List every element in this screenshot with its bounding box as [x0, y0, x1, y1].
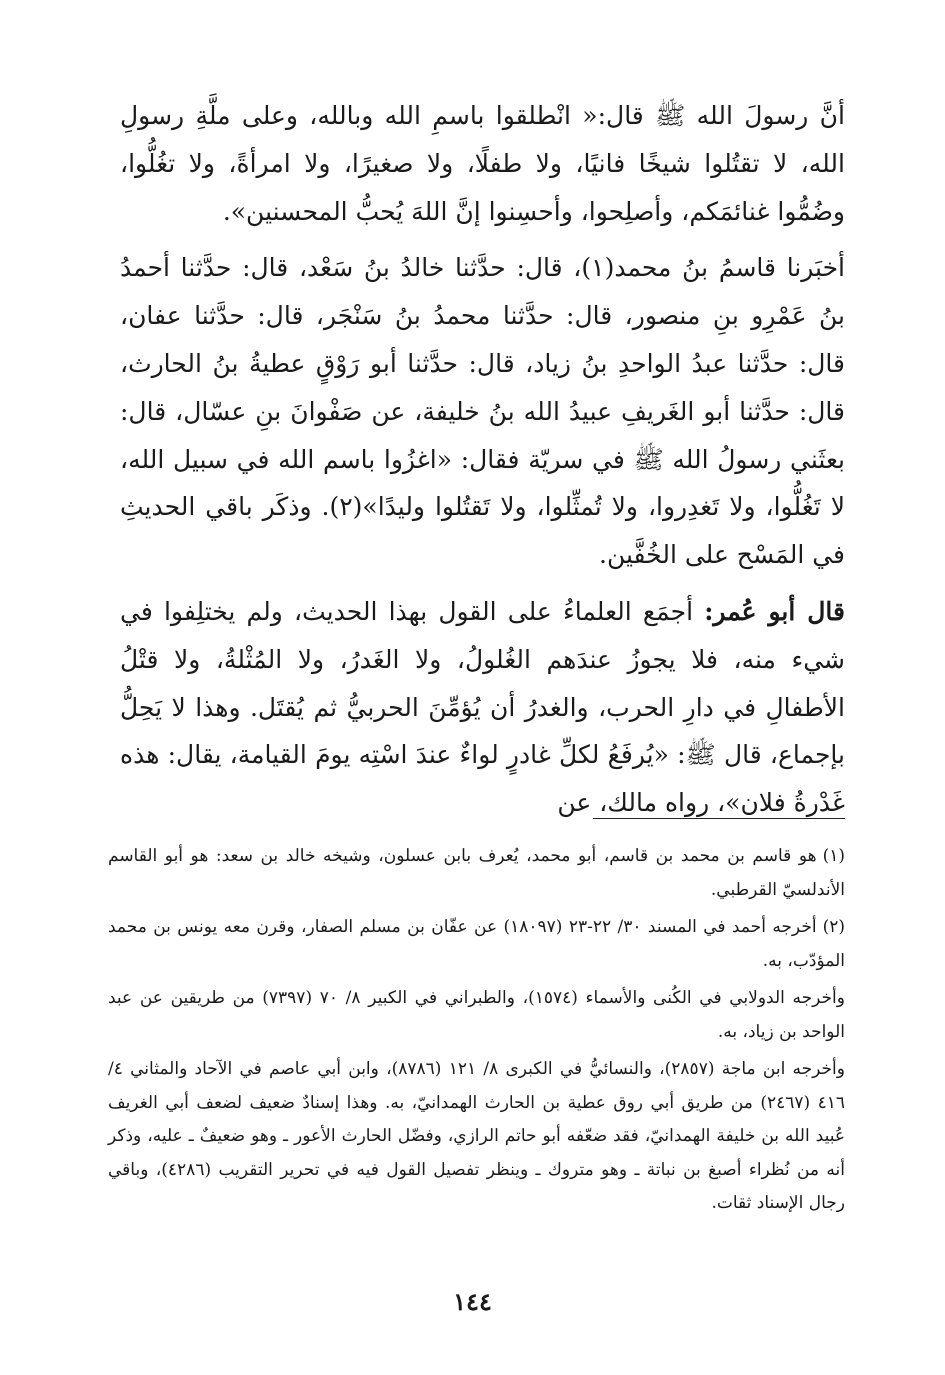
footnote-2-paragraph-2: وأخرجه الدولابي في الكُنى والأسماء (١٥٧٤)، والطبراني في الكبير ٨/ ٧٠ (٧٣٩٧) من طريقين عن عبد الواحد بن زياد، به.	[108, 988, 845, 1042]
paragraph-isnad: أخبَرنا قاسمُ بنُ محمد(١)، قال: حدَّثنا خالدُ بنُ سَعْد، قال: حدَّثنا أحمدُ بنُ عَمْرِو بنِ منصور، قال: حدَّثنا محمدُ بنُ سَنْجَر، قال: حدَّثنا عفان، قال: حدَّثنا عبدُ الواحدِ بنُ زياد، قال: حدَّثنا أبو رَوْقٍ عطيةُ بنُ الحارث، قال: حدَّثنا أبو الغَريفِ عبيدُ الله بنُ خليفة، عن صَفْوانَ بنِ عسّال، قال: بعثَني رسولُ الله ﷺ في سريّة فقال: «اغزُوا باسم الله في سبيل الله، لا تَغُلُّوا، ولا تَغدِروا، ولا تُمثِّلوا، ولا تَقتُلوا وليدًا»(٢). وذكَر باقي الحديثِ في المَسْح على الخُفَّين.	[120, 253, 846, 570]
paragraph-commentary-text: أجمَع العلماءُ على القول بهذا الحديث، ولم يختلِفوا في شيء منه، فلا يجوزُ عندَهم الغُلولُ، ولا الغَدرُ، ولا المُثْلةُ، ولا قتْلُ الأطفالِ في دارِ الحرب، والغدرُ أن يُؤمِّنَ الحربيُّ ثم يُقتَل. وهذا لا يَحِلُّ بإجماع، قال ﷺ: «يُرفَعُ لكلِّ غادرٍ لواءٌ عندَ اسْتِه يومَ القيامة، يقال: هذه غَدْرةُ فلان»، رواه مالك، عن	[120, 596, 845, 818]
footnotes	[108, 840, 845, 1225]
paragraph-hadith-text: أنَّ رسولَ الله ﷺ قال:« انْطلقوا باسمِ الله وبالله، وعلى ملَّةِ رسولِ الله، لا تقتُلوا شيخًا فانيًا، ولا طفلًا، ولا صغيرًا، ولا امرأةً، ولا تغُلُّوا، وضُمُّوا غنائمَكم، وأصلِحوا، وأحسِنوا إنَّ اللهَ يُحبُّ المحسنين».	[120, 101, 845, 226]
footnote-2	[108, 911, 845, 978]
footnote-2-paragraph-3: وأخرجه ابن ماجة (٢٨٥٧)، والنسائيُّ في الكبرى ٨/ ١٢١ (٨٧٨٦)، وابن أبي عاصم في الآحاد والمثاني ٤/ ٤١٦ (٢٤٦٧) من طريق أبي روق عطية بن الحارث الهمدانيّ، به. وهذا إسنادٌ ضعيف لضعف أبي الغريف عُبيد الله بن خليفة الهمدانيّ، فقد ضعّفه أبو حاتم الرازي، وفضّل الحارث الأعور ـ وهو ضعيفٌ ـ عليه، وذكر أنه من نُظراء أصبغ بن نباتة ـ وهو متروك ـ وينظر تفصيل القول فيه في تحرير التقريب (٤٢٨٦)، وباقي رجال الإسناد ثقات.	[108, 1059, 845, 1213]
main-text	[120, 92, 845, 836]
footnote-2-number: (٢)	[822, 917, 845, 937]
footnote-divider	[593, 818, 845, 819]
paragraph-commentary	[120, 588, 845, 827]
paragraph-lead: قال أبو عُمر:	[704, 596, 845, 626]
footnote-1	[108, 840, 845, 907]
page-number: ١٤٤	[453, 1287, 492, 1316]
footnote-2-text: أخرجه أحمد في المسند ٣٠/ ٢٢-٢٣ (١٨٠٩٧) عن عفّان بن مسلم الصفار، وقرن معه يونس بن محمد المؤدّب، به.	[108, 917, 845, 971]
footnote-1-text: هو قاسم بن محمد بن قاسم، أبو محمد، يُعرف بابن عسلون، وشيخه خالد بن سعد: هو أبو القاسم الأندلسيّ القرطبي.	[108, 846, 845, 900]
footnote-1-number: (١)	[822, 846, 845, 866]
